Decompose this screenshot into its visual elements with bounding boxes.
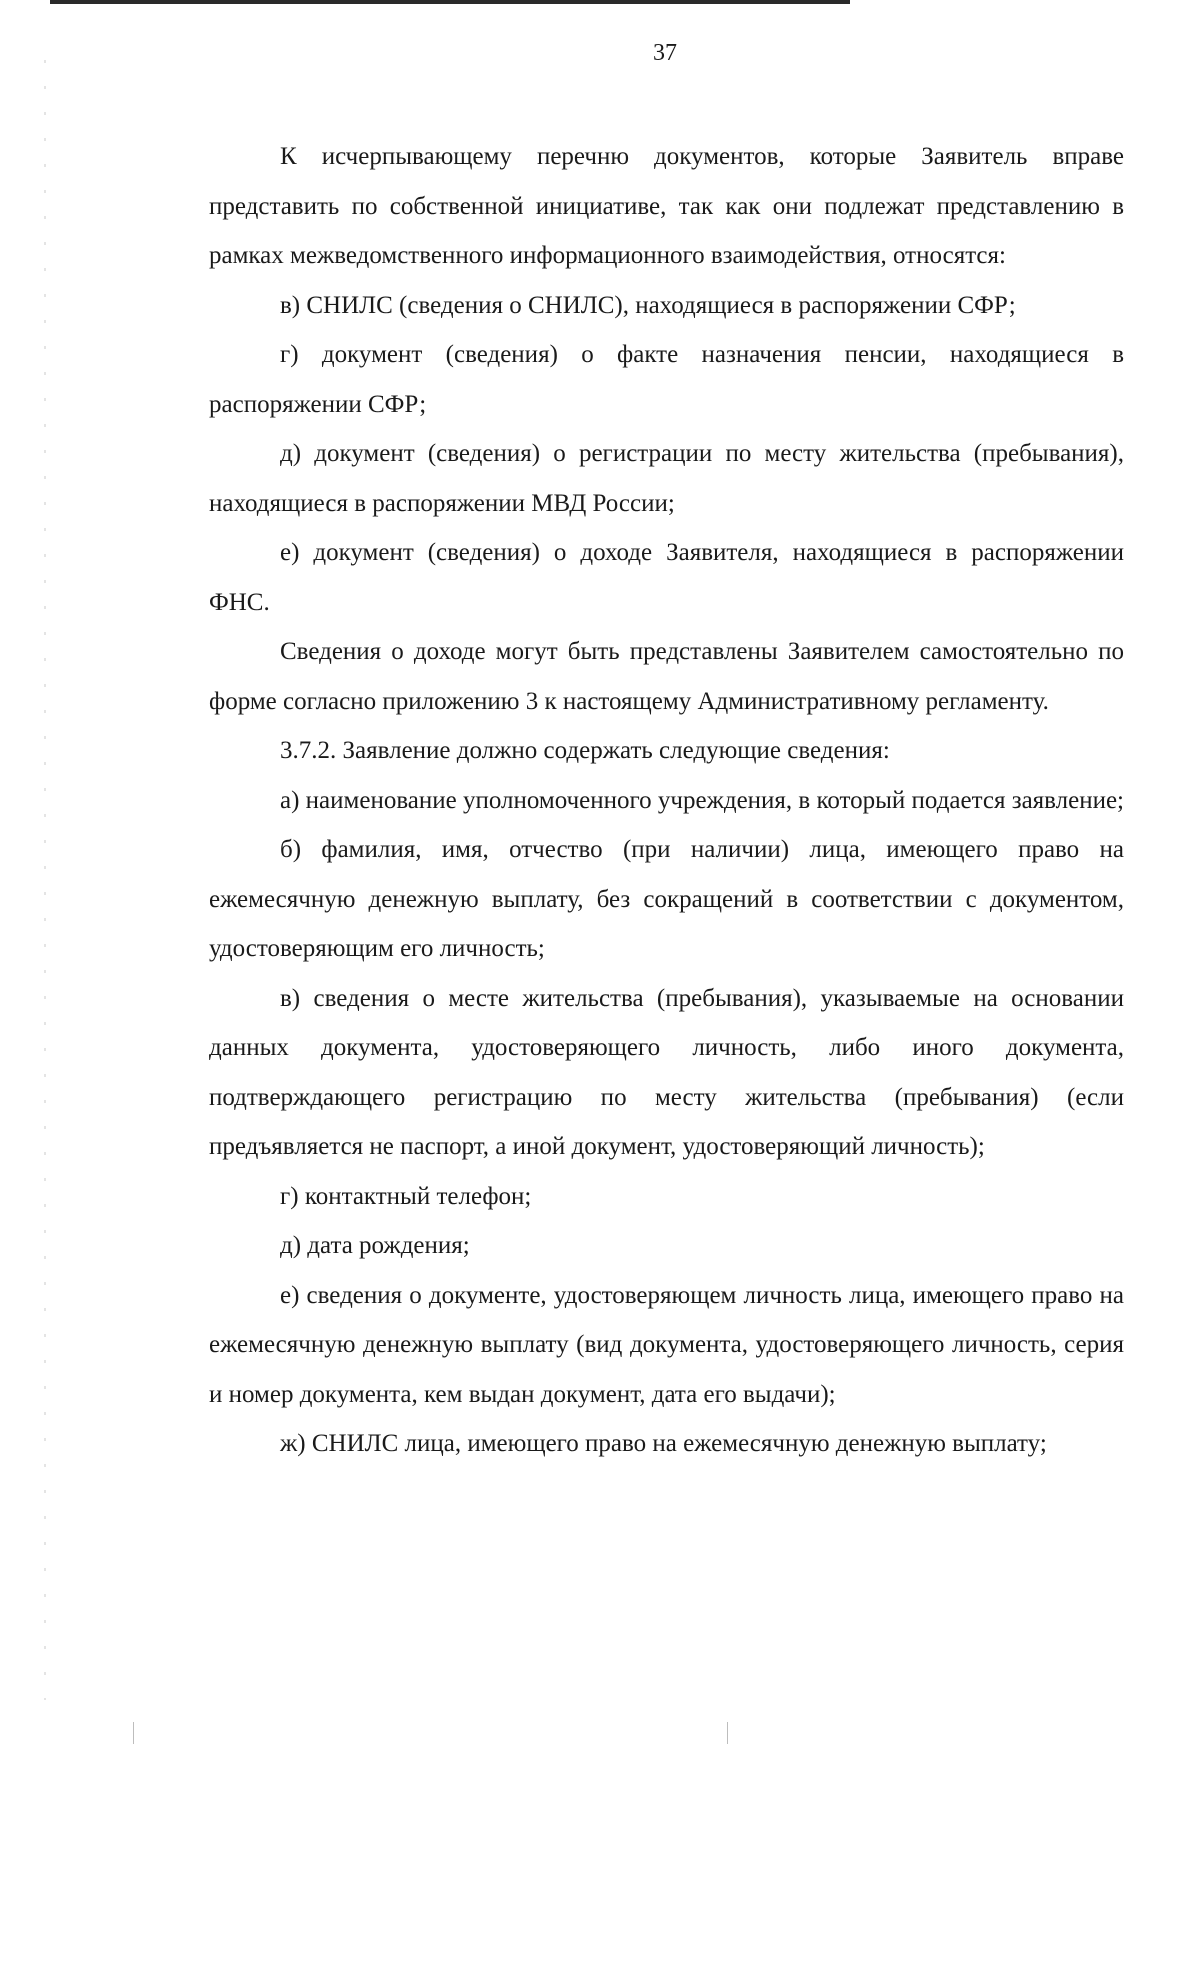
page-number: 37 — [653, 40, 677, 66]
list-item-v-snils: в) СНИЛС (сведения о СНИЛС), находящиеся в распоряжении СФР; — [280, 291, 1016, 319]
list-item-v-residence: в) сведения о месте жительства (пребывания), указываемые на основании данных документа, удостоверяющего личность, либо иного документа, подтверждающего регистрацию по месту жительства (пребывания) (если предъявляется не паспорт, а иной документ, удостоверяющий личность); — [209, 984, 1124, 1160]
paragraph-intro: К исчерпывающему перечню документов, которые Заявитель вправе представить по собственной инициативе, так как они подлежат представлению в рамках межведомственного информационного взаимодействия, относятся: — [209, 143, 1124, 269]
scan-tick-mark — [727, 1722, 728, 1744]
list-item-d-birthdate: д) дата рождения; — [280, 1232, 470, 1259]
list-item-zh-snils: ж) СНИЛС лица, имеющего право на ежемесячную денежную выплату; — [280, 1430, 1047, 1457]
list-item-d-registration: д) документ (сведения) о регистрации по месту жительства (пребывания), находящиеся в распоряжении МВД России; — [209, 440, 1124, 517]
list-item-g-phone: г) контактный телефон; — [280, 1182, 532, 1210]
top-border-line — [50, 0, 850, 4]
paragraph-income-info: Сведения о доходе могут быть представлены Заявителем самостоятельно по форме согласно приложению 3 к настоящему Административному регламенту. — [209, 638, 1124, 715]
section-heading-3-7-2: 3.7.2. Заявление должно содержать следующие сведения: — [280, 737, 890, 764]
scan-tick-mark — [133, 1722, 134, 1744]
list-item-a-institution: а) наименование уполномоченного учреждения, в который подается заявление; — [280, 786, 1125, 814]
list-item-g-pension: г) документ (сведения) о факте назначения пенсии, находящиеся в распоряжении СФР; — [209, 341, 1124, 418]
list-item-e-income: е) документ (сведения) о доходе Заявителя, находящиеся в распоряжении ФНС. — [209, 539, 1124, 616]
list-item-b-name: б) фамилия, имя, отчество (при наличии) лица, имеющего право на ежемесячную денежную выплату, без сокращений в соответствии с документом, удостоверяющим его личность; — [209, 836, 1124, 962]
list-item-e-id-document: е) сведения о документе, удостоверяющем личность лица, имеющего право на ежемесячную денежную выплату (вид документа, удостоверяющего личность, серия и номер документа, кем выдан документ, дата его выдачи); — [209, 1281, 1124, 1408]
scan-margin-artifact — [44, 60, 46, 1700]
document-body — [209, 132, 1124, 1469]
